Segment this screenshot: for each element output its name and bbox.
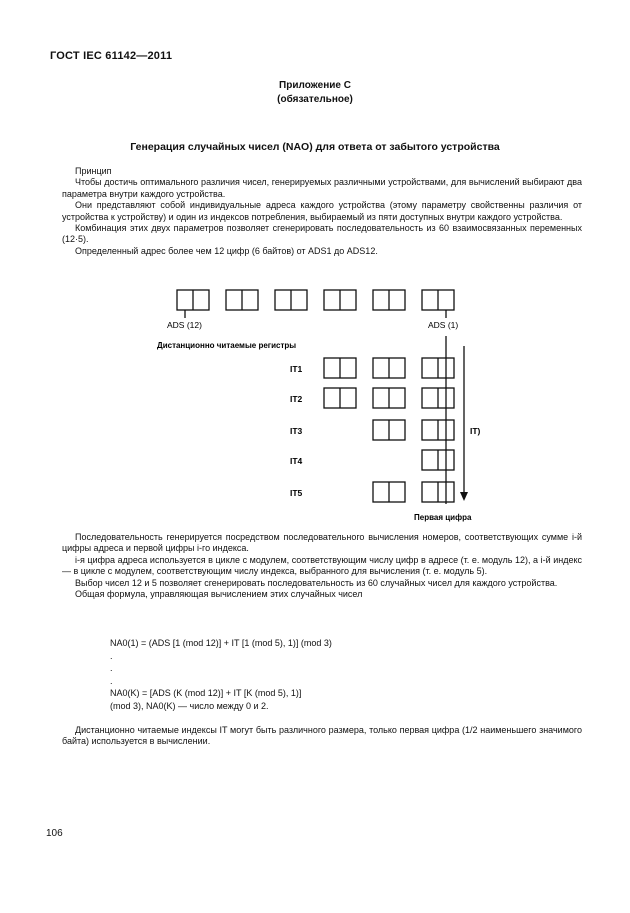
body-paragraph-1: Последовательность генерируется посредством последовательного вычисления номеров, соответствующих сумме i-й цифры адреса и первой цифры i-го индекса. <box>62 532 582 554</box>
formula-line-3: (mod 3), NA0(K) — число между 0 и 2. <box>110 700 269 711</box>
first-digit-label: Первая цифра <box>414 513 472 522</box>
intro-paragraph-1: Чтобы достичь оптимального различия чисел, генерируемых различными устройствами, для вычислений выбирают два параметра внутри каждого устройства. <box>62 177 582 199</box>
row-label-it2: IT2 <box>290 394 303 404</box>
arrow-down-icon <box>460 492 468 501</box>
row-label-it5: IT5 <box>290 488 303 498</box>
intro-paragraph-4: Определенный адрес более чем 12 цифр (6 байтов) от ADS1 до ADS12. <box>75 245 378 256</box>
closing-text <box>62 725 582 748</box>
body-paragraph-4: Общая формула, управляющая вычислением этих случайных чисел <box>75 589 363 600</box>
formula-dot-2: . <box>110 663 113 673</box>
arrow-label: IT) <box>470 426 481 436</box>
body-text <box>62 532 582 600</box>
intro-paragraph-2: Они представляют собой индивидуальные адреса каждого устройства (этому параметру свойственны различия от устройства к устройству) и один из индексов потребления, выбираемый из пяти доступных внутри каждого устройства. <box>62 200 582 222</box>
body-paragraph-2: i-я цифра адреса используется в цикле с модулем, соответствующим числу цифр в адресе (т. е. модуль 12), а i-й индекс — в цикле с модулем, соответствующим числу индекса, выбранного для вычисления (т. е. модуль 5). <box>62 554 582 577</box>
intro-paragraph-3: Комбинация этих двух параметров позволяет сгенерировать последовательность из 60 взаимосвязанных переменных (12·5). <box>62 223 582 245</box>
row-label-it3: IT3 <box>290 426 303 436</box>
formula-line-2: NA0(K) = [ADS (K (mod 12)] + IT [K (mod 5), 1)] <box>110 688 302 698</box>
intro-principle: Принцип <box>75 166 112 176</box>
formula-block <box>110 637 332 712</box>
formula-dot-3: . <box>110 675 113 686</box>
ads-left-label: ADS (12) <box>167 320 202 330</box>
address-register-row <box>177 290 454 310</box>
row-label-it1: IT1 <box>290 364 303 374</box>
ads-right-label: ADS (1) <box>428 320 459 330</box>
section-title: Генерация случайных чисел (NAO) для ответа от забытого устройства <box>130 141 500 153</box>
closing-paragraph: Дистанционно читаемые индексы IT могут быть различного размера, только первая цифра (1/2 наименьшего значимого байта) используется в вычислении. <box>62 725 582 747</box>
appendix-subtitle: (обязательное) <box>277 94 353 105</box>
remote-registers-label: Дистанционно читаемые регистры <box>157 341 297 350</box>
formula-line-1: NA0(1) = (ADS [1 (mod 12)] + IT [1 (mod 5), 1)] (mod 3) <box>110 638 332 648</box>
formula-dot-1: . <box>110 650 113 661</box>
body-paragraph-3: Выбор чисел 12 и 5 позволяет сгенерировать последовательность из 60 случайных чисел для каждого устройства. <box>75 577 558 588</box>
row-label-it4: IT4 <box>290 456 303 466</box>
appendix-title: Приложение С <box>279 80 351 91</box>
page-number: 106 <box>46 828 63 839</box>
standard-header: ГОСТ IEC 61142—2011 <box>50 50 173 62</box>
